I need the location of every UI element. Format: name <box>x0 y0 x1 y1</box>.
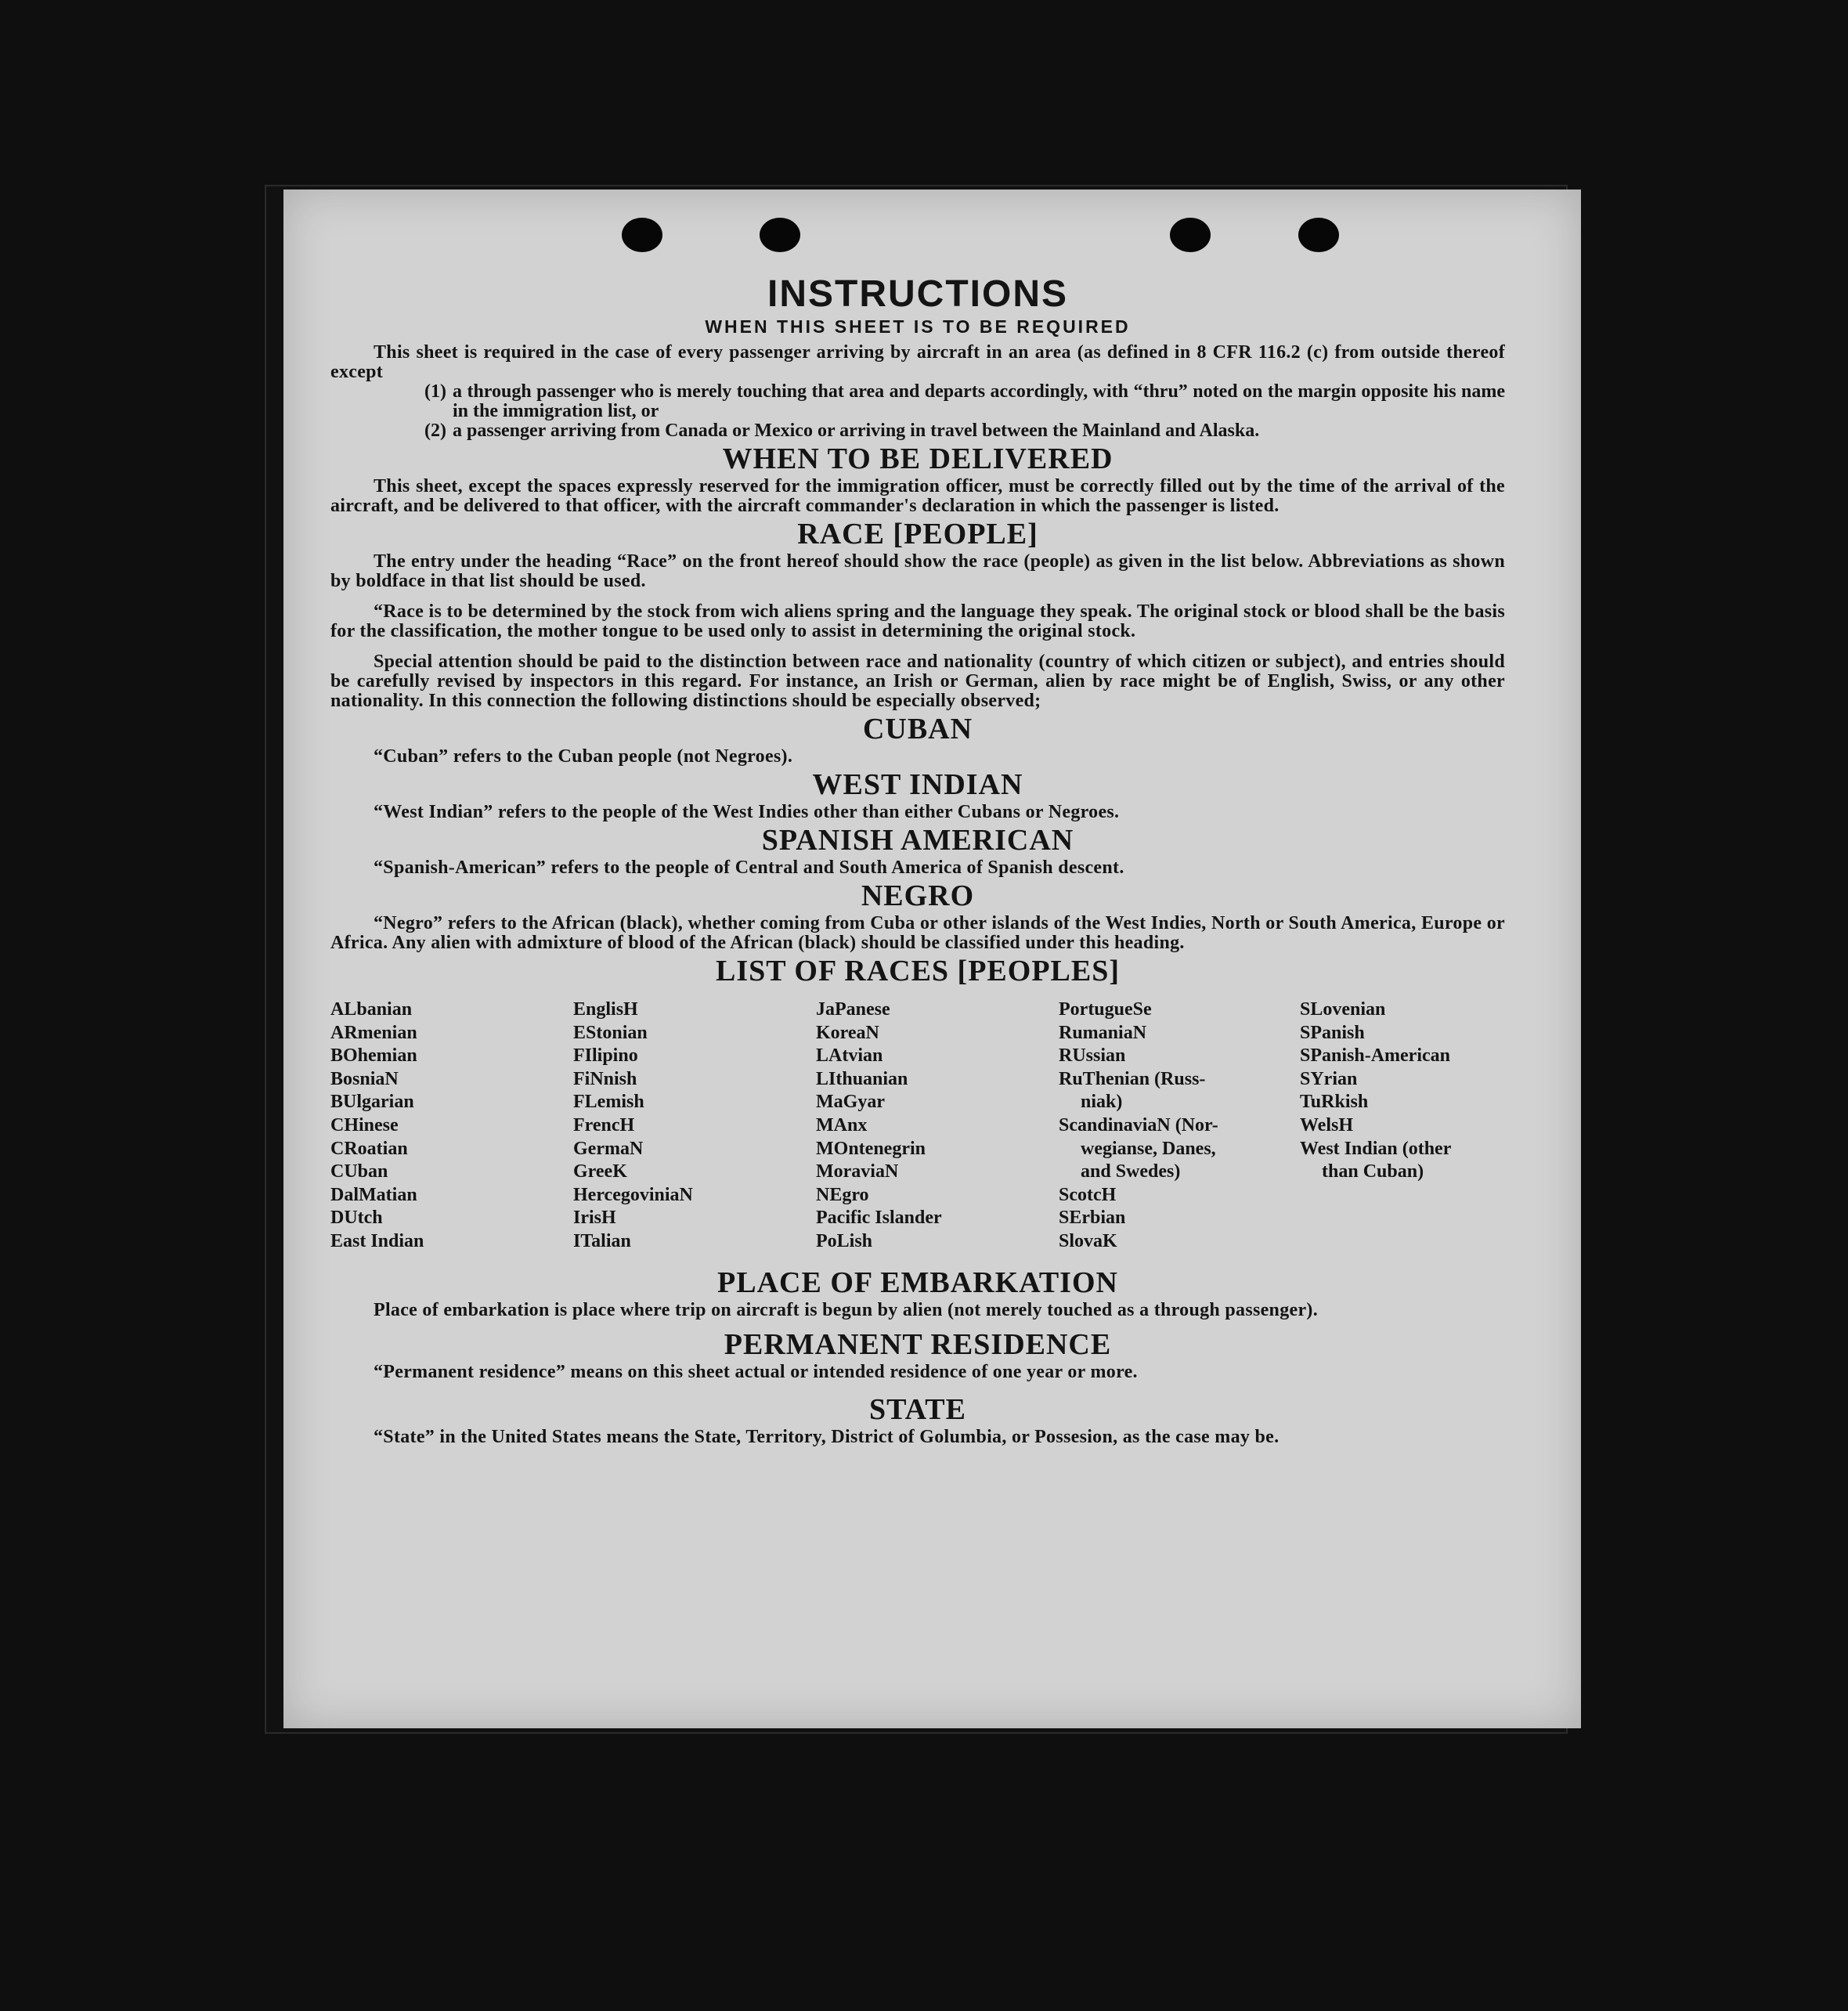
race-entry: CUban <box>330 1161 388 1182</box>
section-heading-delivered: WHEN TO BE DELIVERED <box>722 442 1113 475</box>
instructions-content <box>330 274 1505 1447</box>
race-entry: Pacific Islander <box>816 1208 942 1229</box>
race-entry: FLemish <box>573 1092 644 1113</box>
race-entry: SLovenian <box>1300 999 1386 1020</box>
race-entry: PoLish <box>816 1230 873 1251</box>
race-entry: NEgro <box>816 1184 869 1205</box>
state-paragraph: “State” in the United States means the State, Territory, District of Golumbia, or Possesion, as the case may be. <box>374 1426 1280 1447</box>
race-column <box>330 998 573 1254</box>
race-entry: BOhemian <box>330 1045 417 1067</box>
race-entry: TuRkish <box>1300 1092 1369 1113</box>
exception-number: (2) <box>424 421 446 441</box>
race-entry: MaGyar <box>816 1092 885 1113</box>
race-entry: RumaniaN <box>1059 1022 1147 1043</box>
race-entry: EStonian <box>573 1022 648 1043</box>
race-entry: GreeK <box>573 1161 627 1182</box>
page-title: INSTRUCTIONS <box>767 273 1068 315</box>
race-entry: BosniaN <box>330 1068 399 1089</box>
race-entry: ScandinaviaN (Nor- <box>1059 1114 1218 1135</box>
race-entry: RUssian <box>1059 1045 1126 1067</box>
residence-paragraph: “Permanent residence” means on this sheet actual or intended residence of one year or more. <box>374 1361 1138 1382</box>
exception-number: (1) <box>424 381 446 402</box>
race-entry: PortugueSe <box>1059 999 1152 1020</box>
race-entry: SPanish-American <box>1300 1045 1450 1067</box>
section-heading-embarkation: PLACE OF EMBARKATION <box>717 1265 1118 1299</box>
race-entry: MoraviaN <box>816 1161 899 1182</box>
race-entry: ScotcH <box>1059 1184 1117 1205</box>
exception-item <box>424 421 1505 441</box>
race-paragraph-2: “Race is to be determined by the stock from wich aliens spring and the language they speak. The original stock or blood shall be the basis for the classification, the mother tongue to be used only to assist in determining the original stock. <box>330 601 1505 641</box>
race-entry: FIlipino <box>573 1045 638 1067</box>
embarkation-paragraph: Place of embarkation is place where trip on aircraft is begun by alien (not merely touched as a through passenger). <box>374 1299 1318 1320</box>
cuban-paragraph: “Cuban” refers to the Cuban people (not Negroes). <box>374 746 793 767</box>
section-heading-negro: NEGRO <box>861 879 975 912</box>
punch-hole <box>622 218 662 252</box>
race-entry: ITalian <box>573 1230 631 1251</box>
race-paragraph-3: Special attention should be paid to the distinction between race and nationality (country of which citizen or subject), and entries should be carefully revised by inspectors in this regard. For instance, an Irish or German, alien by race might be of English, Swiss, or any other nationality. In this connection the following distinctions should be especially observed; <box>330 652 1505 711</box>
west-indian-paragraph: “West Indian” refers to the people of the West Indies other than either Cubans or Negroes. <box>374 802 1120 822</box>
race-paragraph-1: The entry under the heading “Race” on the front hereof should show the race (people) as given in the list below. Abbreviations as shown by boldface in that list should be used. <box>330 551 1505 591</box>
race-entry: SYrian <box>1300 1068 1358 1089</box>
race-entry: LIthuanian <box>816 1068 908 1089</box>
delivered-paragraph: This sheet, except the spaces expressly reserved for the immigration officer, must be correctly filled out by the time of the arrival of the aircraft, and be delivered to that officer, with the aircraft commander's declaration in which the passenger is listed. <box>330 476 1505 516</box>
race-entry: IrisH <box>573 1208 616 1229</box>
race-column <box>816 998 1059 1254</box>
race-entry: WelsH <box>1300 1114 1354 1135</box>
punch-hole <box>1298 218 1339 252</box>
document-sheet <box>283 190 1581 1728</box>
race-entry: MOntenegrin <box>816 1138 926 1159</box>
race-entry: East Indian <box>330 1230 424 1251</box>
intro-paragraph: This sheet is required in the case of every passenger arriving by aircraft in an area (as defined in 8 CFR 116.2 (c) from outside thereof except <box>330 342 1505 382</box>
exception-text: a through passenger who is merely touching that area and departs accordingly, with “thru” noted on the margin opposite his name in the immigration list, or <box>453 381 1505 421</box>
negro-paragraph: “Negro” refers to the African (black), whether coming from Cuba or other islands of the West Indies, North or South America, Europe or Africa. Any alien with admixture of blood of the African (black) should be classified under this heading. <box>330 913 1505 953</box>
race-entry: GermaN <box>573 1138 644 1159</box>
race-column <box>1059 998 1300 1254</box>
race-entry: RuThenian (Russ- <box>1059 1068 1206 1089</box>
race-column <box>1300 998 1505 1254</box>
race-entry: DUtch <box>330 1208 383 1229</box>
section-heading-spanish-american: SPANISH AMERICAN <box>761 824 1074 857</box>
race-entry-continued: and Swedes) <box>1081 1161 1181 1182</box>
exception-item <box>424 382 1505 421</box>
race-entry: West Indian (other <box>1300 1138 1452 1159</box>
punch-hole <box>760 218 800 252</box>
section-heading-list-of-races: LIST OF RACES [PEOPLES] <box>715 955 1121 987</box>
spanish-american-paragraph: “Spanish-American” refers to the people of Central and South America of Spanish descent. <box>374 857 1124 878</box>
race-entry: MAnx <box>816 1114 868 1135</box>
punch-hole <box>1170 218 1211 252</box>
section-heading-residence: PERMANENT RESIDENCE <box>724 1327 1112 1361</box>
race-entry: ALbanian <box>330 999 413 1020</box>
race-entry: EnglisH <box>573 999 638 1020</box>
race-entry: SlovaK <box>1059 1230 1117 1251</box>
section-heading-cuban: CUBAN <box>862 713 973 746</box>
race-entry-continued: niak) <box>1081 1092 1123 1113</box>
page-subtitle: WHEN THIS SHEET IS TO BE REQUIRED <box>705 316 1131 337</box>
race-entry-continued: than Cuban) <box>1322 1161 1424 1182</box>
race-entry: CRoatian <box>330 1138 408 1159</box>
race-entry: BUlgarian <box>330 1092 414 1113</box>
race-entry: JaPanese <box>816 999 890 1020</box>
race-entry: FiNnish <box>573 1068 637 1089</box>
race-entry: DalMatian <box>330 1184 417 1205</box>
race-list <box>330 998 1505 1254</box>
race-entry: ARmenian <box>330 1022 417 1043</box>
race-entry: CHinese <box>330 1114 399 1135</box>
exception-text: a passenger arriving from Canada or Mexico or arriving in travel between the Mainland and Alaska. <box>453 421 1260 441</box>
section-heading-race: RACE [PEOPLE] <box>797 518 1038 551</box>
section-heading-west-indian: WEST INDIAN <box>812 768 1023 801</box>
race-entry: SErbian <box>1059 1208 1126 1229</box>
race-column <box>573 998 816 1254</box>
section-heading-state: STATE <box>869 1392 966 1426</box>
race-entry-continued: wegianse, Danes, <box>1081 1138 1216 1159</box>
race-entry: KoreaN <box>816 1022 879 1043</box>
race-entry: LAtvian <box>816 1045 883 1067</box>
race-entry: HercegoviniaN <box>573 1184 693 1205</box>
race-entry: SPanish <box>1300 1022 1365 1043</box>
race-entry: FrencH <box>573 1114 635 1135</box>
